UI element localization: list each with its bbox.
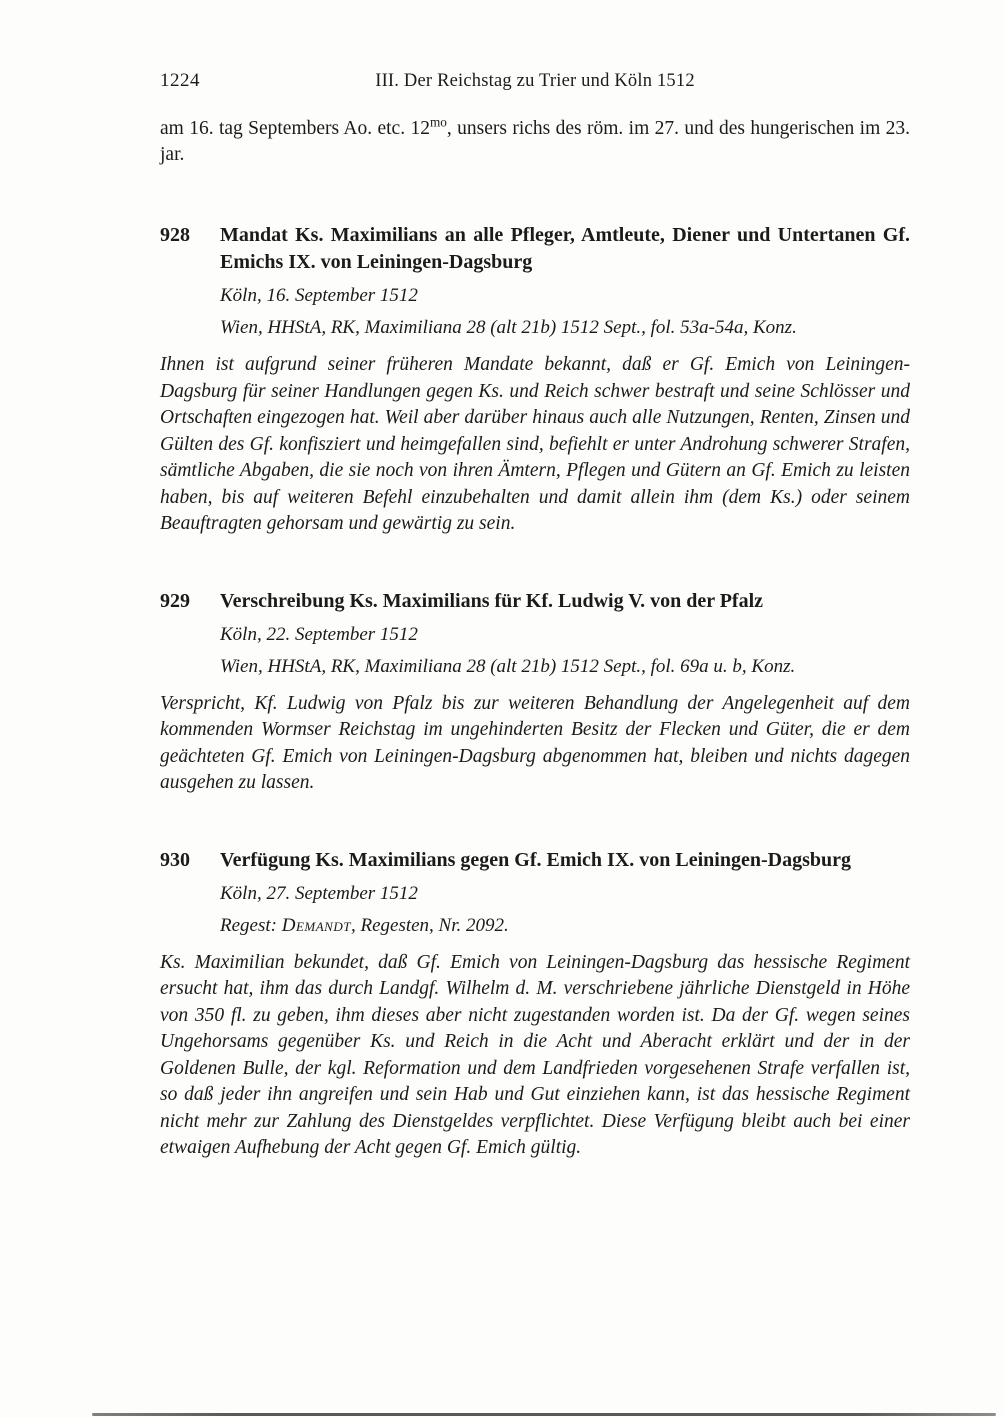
entry-number: 928 bbox=[160, 224, 190, 246]
entry-meta bbox=[220, 283, 910, 340]
text-block bbox=[160, 70, 910, 1162]
entry-meta bbox=[220, 622, 910, 679]
entry-summary: Verspricht, Kf. Ludwig von Pfalz bis zur weiteren Behandlung der Angelegenheit auf dem kommenden Wormser Reichstag im ungehinderten Besitz der Flecken und Güter, die er dem geächteten Gf. Emich von Leiningen-Dagsburg abgenommen hat, bleiben und nichts dagegen ausgehen zu lassen. bbox=[160, 692, 910, 793]
entry-meta bbox=[220, 881, 910, 938]
entry-head bbox=[160, 222, 910, 276]
entry-date: Köln, 16. September 1512 bbox=[220, 285, 418, 306]
entry-title: Verfügung Ks. Maximilians gegen Gf. Emich IX. von Leiningen-Dagsburg bbox=[220, 848, 851, 871]
entry-summary: Ks. Maximilian bekundet, daß Gf. Emich von Leiningen-Dagsburg das hessische Regiment ersucht hat, ihm das durch Landgf. Wilhelm d. M. verschriebene jährliche Dienstgeld in Höhe von 350 fl. zu geben, ihm dieses aber nicht zugestanden worden ist. Da der Gf. wegen seines Ungehorsams gegenüber Ks. und Reich in die Acht und Aberacht erklärt und der in der Goldenen Bulle, der kgl. Reformation und dem Landfrieden vorgesehenen Strafe verfallen ist, so daß jeder ihn angreifen und sein Hab und Gut einziehen kann, ist das hessische Regiment nicht mehr zur Zahlung des Dienstgeldes verpflichtet. Diese Verfügung bleibt auch bei einer etwaigen Aufhebung der Acht gegen Gf. Emich gültig. bbox=[160, 951, 910, 1158]
continuation-text-after: , unsers richs des röm. im 27. und des hungerischen im 23. jar. bbox=[160, 118, 911, 165]
entry-title: Mandat Ks. Maximilians an alle Pfleger, Amtleute, Diener und Untertanen Gf. Emichs IX. von Leiningen-Dagsburg bbox=[220, 224, 910, 273]
entry-head bbox=[160, 588, 910, 615]
entry-summary: Ihnen ist aufgrund seiner früheren Mandate bekannt, daß er Gf. Emich von Leiningen-Dagsburg für seiner Handlungen gegen Ks. und Reich schwer bestraft und seine Schlösser und Ortschaften eingezogen hat. Weil aber darüber hinaus auch alle Nutzungen, Renten, Zinsen und Gülten des Gf. konfisziert und heimgefallen sind, befiehlt er unter Androhung schwerer Strafen, sämtliche Abgaben, die sie noch von ihren Ämtern, Pflegen und Gütern an Gf. Emich zu leisten haben, bis auf weiteren Befehl einzubehalten und damit allein ihm (dem Ks.) oder seinem Beauftragten gehorsam und gewärtig zu sein. bbox=[160, 354, 910, 534]
entry-source: Wien, HHStA, RK, Maximiliana 28 (alt 21b) 1512 Sept., fol. 53a-54a, Konz. bbox=[220, 317, 797, 338]
entry-source: Wien, HHStA, RK, Maximiliana 28 (alt 21b) 1512 Sept., fol. 69a u. b, Konz. bbox=[220, 655, 796, 677]
regest-citation: , Regesten, Nr. 2092. bbox=[350, 914, 509, 936]
entry-regest-reference bbox=[220, 913, 910, 938]
regest-entry-928 bbox=[160, 222, 910, 538]
page-header bbox=[160, 70, 910, 92]
regest-entry-929 bbox=[160, 588, 910, 797]
continuation-text-before: am 16. tag Septembers Ao. etc. 12 bbox=[160, 118, 430, 139]
page-number: 1224 bbox=[160, 70, 200, 91]
regest-label: Regest: bbox=[220, 914, 282, 936]
entry-title: Verschreibung Ks. Maximilians für Kf. Ludwig V. von der Pfalz bbox=[220, 589, 764, 612]
entry-date: Köln, 22. September 1512 bbox=[220, 623, 418, 645]
regest-author: Demandt bbox=[281, 914, 351, 936]
entry-date: Köln, 27. September 1512 bbox=[220, 882, 418, 904]
superscript-ordinal: mo bbox=[429, 114, 447, 130]
scan-edge-artifact bbox=[92, 1413, 996, 1416]
continuation-paragraph bbox=[160, 116, 910, 168]
entry-head bbox=[160, 847, 910, 874]
entry-number: 929 bbox=[160, 589, 190, 612]
regest-entry-930 bbox=[160, 847, 910, 1162]
running-title: III. Der Reichstag zu Trier und Köln 1512 bbox=[375, 71, 695, 91]
entry-number: 930 bbox=[160, 848, 190, 871]
